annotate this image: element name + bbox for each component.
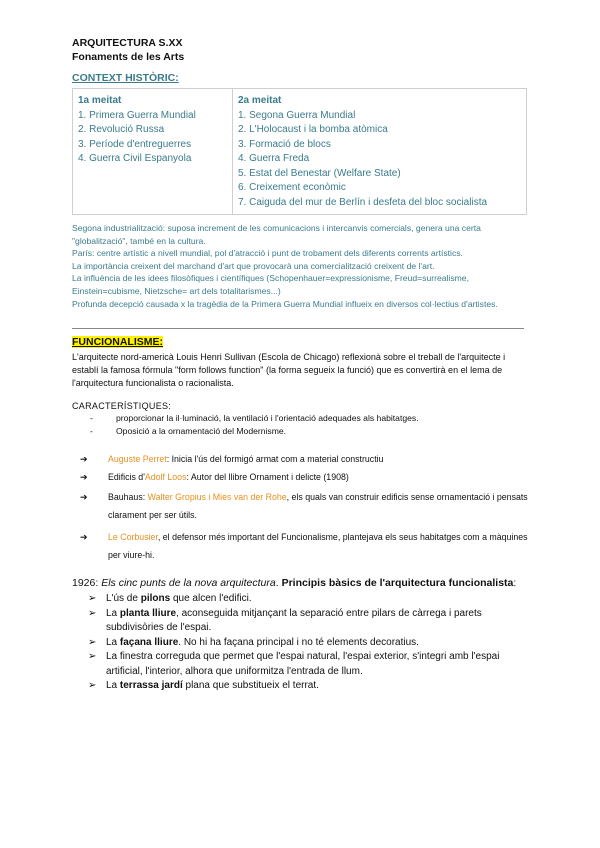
list-item-text: plana que substitueix el terrat. bbox=[182, 680, 319, 692]
arrow-bullet-icon: ➔ bbox=[80, 472, 88, 483]
document-subtitle: Fonaments de les Arts bbox=[72, 51, 185, 63]
characteristics-heading: CARACTERÍSTIQUES: bbox=[72, 401, 172, 412]
context-table bbox=[72, 88, 527, 215]
list-item: 5. Estat del Benestar (Welfare State) bbox=[238, 167, 401, 179]
key-term: planta lliure bbox=[119, 607, 177, 619]
key-term: terrassa jardí bbox=[119, 680, 183, 692]
list-item-text: La bbox=[106, 607, 120, 619]
section-divider bbox=[72, 328, 524, 329]
triangle-bullet-icon: ➢ bbox=[88, 593, 97, 605]
list-item: 4. Guerra Civil Espanyola bbox=[78, 153, 192, 164]
document-title: ARQUITECTURA S.XX bbox=[72, 37, 183, 49]
list-item bbox=[72, 425, 532, 438]
list-item: 7. Caiguda del mur de Berlín i desfeta del bloc socialista bbox=[238, 196, 488, 208]
list-item-text: : Autor del llibre Ornament i delicte (1908) bbox=[186, 472, 349, 483]
list-item: 2. Revolució Russa bbox=[78, 124, 165, 135]
list-item bbox=[72, 528, 538, 564]
five-points-list bbox=[72, 592, 532, 694]
arrow-bullet-icon: ➔ bbox=[80, 492, 88, 503]
dash-bullet: - bbox=[90, 413, 93, 424]
list-item: 3. Període d'entreguerres bbox=[78, 138, 192, 150]
list-item-text: , els quals van construir edificis sense ornamentació i pensats clarament per ser útils. bbox=[108, 492, 528, 521]
arrow-bullet-icon: ➔ bbox=[80, 532, 88, 543]
first-half-heading: 1a meitat bbox=[78, 95, 122, 106]
context-note: París: centre artístic a nivell mundial, pol d'atracció i punt de trobament dels diferents corrents artístics. bbox=[72, 248, 463, 259]
second-half-heading: 2a meitat bbox=[238, 95, 282, 106]
list-item-text: Oposició a la ornamentació del Modernisme. bbox=[116, 426, 287, 437]
architect-name: Auguste Perret bbox=[108, 454, 167, 465]
key-term: pilons bbox=[140, 593, 171, 605]
functionalism-heading-text: FUNCIONALISME: bbox=[72, 336, 163, 349]
list-item bbox=[72, 592, 536, 607]
characteristics-list bbox=[72, 412, 532, 438]
list-item: 1. Segona Guerra Mundial bbox=[238, 109, 356, 121]
list-item bbox=[72, 679, 536, 694]
architect-name: Walter Gropius i Mies van der Rohe bbox=[147, 492, 287, 503]
context-notes bbox=[72, 222, 532, 310]
architect-name: Adolf Loos bbox=[144, 472, 187, 483]
second-half-column bbox=[233, 89, 527, 215]
list-item-text: Bauhaus: bbox=[108, 492, 148, 503]
architects-list bbox=[72, 452, 532, 564]
punctuation: . bbox=[275, 577, 282, 590]
document-page bbox=[72, 36, 532, 694]
punctuation: : bbox=[513, 577, 517, 590]
dash-bullet: - bbox=[90, 426, 93, 437]
list-item: 2. L'Holocaust i la bomba atòmica bbox=[238, 124, 388, 135]
list-item-text: , el defensor més important del Funcionalisme, plantejava els seus habitatges com a màquines per viure-hi. bbox=[108, 532, 528, 561]
year-text: 1926: bbox=[72, 577, 102, 590]
principles-heading: Principis bàsics de l'arquitectura funcionalista bbox=[281, 577, 514, 590]
list-item bbox=[72, 636, 536, 651]
list-item-text: Edificis d' bbox=[108, 472, 145, 483]
list-item-text: La finestra correguda que permet que l'espai natural, l'espai exterior, s'integri amb l'espai artificial, l'interior, alhora que uniformitza l'entrada de llum. bbox=[106, 651, 500, 677]
triangle-bullet-icon: ➢ bbox=[88, 651, 97, 663]
list-item-text: La bbox=[106, 680, 120, 692]
functionalism-intro: L'arquitecte nord-americà Louis Henri Sullivan (Escola de Chicago) reflexionà sobre el treball de l'arquitecte i establí la famosa fórmula "form follows function" (la forma segueix la funció) que es convertirà en el lema de l'arquitectura funcionalista o racionalista. bbox=[72, 352, 506, 389]
context-note: Segona industrialització: suposa increment de les comunicacions i intercanvis comercials, genera una certa "globalització", també en la cultura. bbox=[72, 223, 481, 246]
functionalism-heading bbox=[72, 336, 532, 348]
list-item: 4. Guerra Freda bbox=[238, 153, 310, 164]
context-note: La influència de les idees filosòfiques i científiques (Schopenhauer=expressionisme, Freud=surrealisme, Einstein=cubisme, Nietzsche= art dels totalitarismes...) bbox=[72, 273, 469, 296]
list-item: 6. Creixement econòmic bbox=[238, 182, 346, 193]
triangle-bullet-icon: ➢ bbox=[88, 680, 97, 692]
list-item: 3. Formació de blocs bbox=[238, 138, 331, 150]
list-item-text: . No hi ha façana principal i no té elements decoratius. bbox=[178, 636, 419, 648]
triangle-bullet-icon: ➢ bbox=[88, 636, 97, 648]
five-points-intro bbox=[72, 576, 532, 590]
architect-name: Le Corbusier bbox=[108, 532, 158, 543]
list-item-text: La bbox=[106, 636, 120, 648]
list-item-text: proporcionar la il·luminació, la ventilació i l'orientació adequades als habitatges. bbox=[116, 413, 419, 424]
arrow-bullet-icon: ➔ bbox=[80, 454, 88, 465]
list-item: 1. Primera Guerra Mundial bbox=[78, 109, 196, 121]
context-note: Profunda decepció causada x la tragèdia de la Primera Guerra Mundial influeix en diversos col·lectius d'artistes. bbox=[72, 298, 498, 309]
book-title: Els cinc punts de la nova arquitectura bbox=[101, 577, 276, 590]
list-item-text: que alcen l'edifici. bbox=[170, 593, 252, 605]
list-item bbox=[72, 607, 536, 636]
first-half-column bbox=[73, 89, 233, 215]
list-item bbox=[72, 650, 536, 679]
list-item bbox=[72, 412, 532, 425]
context-note: La importància creixent del marchand d'art que provocarà una comercialització creixent de l'art. bbox=[72, 260, 435, 271]
list-item-text: L'ús de bbox=[106, 593, 141, 605]
triangle-bullet-icon: ➢ bbox=[88, 607, 97, 619]
key-term: façana lliure bbox=[119, 636, 179, 648]
list-item bbox=[72, 452, 538, 466]
list-item bbox=[72, 488, 538, 524]
context-heading: CONTEXT HISTÒRIC: bbox=[72, 72, 179, 84]
list-item-text: , aconseguida mitjançant la separació entre pilars de càrrega i parets subdivisòries de l'espai. bbox=[106, 607, 482, 634]
list-item-text: : Inicia l'ús del formigó armat com a material constructiu bbox=[166, 454, 384, 465]
list-item bbox=[72, 470, 538, 484]
